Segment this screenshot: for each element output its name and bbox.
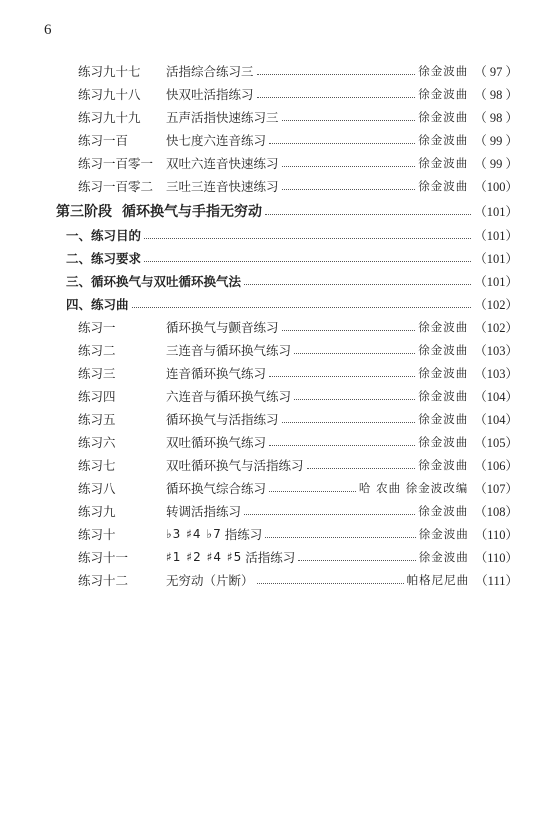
entry-title: 无穷动（片断）	[166, 573, 254, 588]
entry-page: （100）	[474, 180, 518, 194]
entry-page: （105）	[474, 436, 518, 450]
entry-composer: 徐金波曲	[418, 64, 469, 78]
leader-dots	[244, 514, 415, 515]
toc-entry[interactable]	[78, 386, 518, 406]
entry-page: （103）	[474, 344, 518, 358]
leader-dots	[298, 560, 415, 561]
leader-dots	[132, 307, 472, 308]
entry-title: 双吐循环换气与活指练习	[166, 458, 304, 473]
toc-entry[interactable]	[78, 317, 518, 337]
entry-page: （ 99 ）	[474, 157, 518, 171]
toc-entry[interactable]	[78, 176, 518, 196]
entry-label: 练习五	[78, 412, 116, 427]
entry-title: 连音循环换气练习	[166, 366, 267, 381]
entry-label: 练习十	[78, 527, 116, 542]
entry-label: 练习七	[78, 458, 116, 473]
entry-page: （ 99 ）	[474, 134, 518, 148]
entry-composer: 徐金波曲	[418, 527, 469, 541]
entry-label: 练习一	[78, 320, 116, 335]
entry-label: 练习十一	[78, 550, 129, 565]
leader-dots	[244, 284, 471, 285]
entry-composer: 徐金波曲	[418, 504, 469, 518]
leader-dots	[269, 445, 415, 446]
entry-title: 快七度六连音练习	[166, 133, 267, 148]
section-page: （101）	[474, 275, 518, 289]
entry-composer: 徐金波曲	[418, 156, 469, 170]
section-title: 四、练习曲	[66, 297, 129, 312]
toc-entry[interactable]	[78, 363, 518, 383]
leader-dots	[144, 261, 471, 262]
entry-composer: 徐金波曲	[418, 412, 469, 426]
entry-page: （107）	[474, 482, 518, 496]
toc-entry[interactable]	[78, 107, 518, 127]
entry-title: 指练习	[224, 527, 263, 542]
entry-composer: 徐金波曲	[418, 389, 469, 403]
stage-title: 循环换气与手指无穷动	[122, 204, 262, 220]
note-symbol: ♭3	[166, 527, 182, 541]
toc-entry[interactable]	[78, 501, 518, 521]
toc-entry[interactable]	[78, 130, 518, 150]
entry-title: 双吐循环换气练习	[166, 435, 267, 450]
leader-dots	[269, 143, 415, 144]
toc-entry[interactable]	[78, 340, 518, 360]
leader-dots	[294, 353, 415, 354]
entry-label: 练习二	[78, 343, 116, 358]
toc-entry[interactable]	[78, 524, 518, 544]
toc-entry[interactable]	[78, 547, 518, 567]
section-title: 三、循环换气与双吐循环换气法	[66, 274, 242, 289]
entry-label: 练习一百零二	[78, 179, 154, 194]
leader-dots	[282, 120, 416, 121]
entry-page: （ 97 ）	[474, 65, 518, 79]
section-title: 一、练习目的	[66, 228, 142, 243]
entry-page: （103）	[474, 367, 518, 381]
leader-dots	[257, 583, 404, 584]
stage-label: 第三阶段	[56, 204, 112, 220]
toc-entry[interactable]	[78, 409, 518, 429]
entry-composer: 徐金波曲	[418, 320, 469, 334]
leader-dots	[269, 491, 356, 492]
note-symbol: ♯4	[186, 527, 202, 541]
section-title: 二、练习要求	[66, 251, 142, 266]
leader-dots	[269, 376, 415, 377]
toc-entry[interactable]	[78, 61, 518, 81]
entry-title: 循环换气与颤音练习	[166, 320, 279, 335]
entry-page: （104）	[474, 413, 518, 427]
stage-page: （101）	[474, 205, 518, 219]
entry-composer: 徐金波曲	[418, 435, 469, 449]
leader-dots	[282, 189, 416, 190]
note-symbol: ♭7	[206, 527, 222, 541]
leader-dots	[265, 537, 415, 538]
entry-title: 三吐三连音快速练习	[166, 179, 279, 194]
entry-page: （110）	[474, 528, 518, 542]
note-symbols	[166, 550, 242, 564]
leader-dots	[144, 238, 471, 239]
entry-title: 循环换气与活指练习	[166, 412, 279, 427]
entry-composer: 徐金波曲	[418, 550, 469, 564]
entry-title: 快双吐活指练习	[166, 87, 254, 102]
entry-label: 练习十二	[78, 573, 129, 588]
entry-label: 练习三	[78, 366, 116, 381]
entry-label: 练习九十七	[78, 64, 141, 79]
leader-dots	[307, 468, 416, 469]
toc-section[interactable]	[66, 248, 518, 268]
entry-label: 练习六	[78, 435, 116, 450]
entry-title: 循环换气综合练习	[166, 481, 267, 496]
toc-entry[interactable]	[78, 478, 518, 498]
toc-entry[interactable]	[78, 455, 518, 475]
entry-label: 练习九十九	[78, 110, 141, 125]
leader-dots	[294, 399, 415, 400]
leader-dots	[257, 97, 416, 98]
note-symbol: ♯4	[206, 550, 223, 564]
entry-composer: 徐金波曲	[418, 179, 469, 193]
entry-page: （108）	[474, 505, 518, 519]
stage-heading[interactable]	[56, 200, 518, 222]
entry-page: （104）	[474, 390, 518, 404]
entry-label: 练习九	[78, 504, 116, 519]
leader-dots	[282, 166, 416, 167]
toc-entry[interactable]	[78, 153, 518, 173]
entry-label: 练习八	[78, 481, 116, 496]
note-symbol: ♯5	[226, 550, 243, 564]
entry-page: （111）	[475, 574, 518, 588]
entry-composer: 徐金波曲	[418, 133, 469, 147]
entry-composer: 徐金波曲	[418, 458, 469, 472]
entry-title: 三连音与循环换气练习	[166, 343, 292, 358]
leader-dots	[257, 74, 416, 75]
entry-page: （ 98 ）	[474, 111, 518, 125]
page-number: 6	[44, 22, 52, 38]
entry-title: 转调活指练习	[166, 504, 242, 519]
entry-label: 练习九十八	[78, 87, 141, 102]
note-symbols	[166, 527, 222, 541]
entry-composer: 哈 农曲 徐金波改编	[358, 481, 469, 495]
entry-composer: 徐金波曲	[418, 343, 469, 357]
entry-composer: 徐金波曲	[418, 87, 469, 101]
toc-entry[interactable]	[78, 432, 518, 452]
toc-entry[interactable]	[78, 84, 518, 104]
note-symbol: ♯2	[186, 550, 202, 564]
toc-section[interactable]	[66, 294, 518, 314]
entry-composer: 帕格尼尼曲	[406, 573, 470, 587]
entry-title: 活指练习	[245, 550, 296, 565]
entry-title: 五声活指快速练习三	[166, 110, 279, 125]
toc-entry[interactable]	[78, 570, 518, 590]
section-page: （102）	[474, 298, 518, 312]
entry-title: 双吐六连音快速练习	[166, 156, 279, 171]
entry-label: 练习一百	[78, 133, 129, 148]
entry-composer: 徐金波曲	[418, 110, 469, 124]
entry-composer: 徐金波曲	[418, 366, 469, 380]
entry-title: 活指综合练习三	[166, 64, 254, 79]
entry-label: 练习一百零一	[78, 156, 154, 171]
section-page: （101）	[474, 252, 518, 266]
toc-section[interactable]	[66, 225, 518, 245]
entry-page: （106）	[474, 459, 518, 473]
entry-label: 练习四	[78, 389, 116, 404]
leader-dots	[265, 214, 471, 215]
entry-page: （102）	[474, 321, 518, 335]
leader-dots	[282, 422, 416, 423]
toc-section[interactable]	[66, 271, 518, 291]
entry-page: （110）	[474, 551, 518, 565]
section-page: （101）	[474, 229, 518, 243]
entry-title: 六连音与循环换气练习	[166, 389, 292, 404]
leader-dots	[282, 330, 416, 331]
entry-page: （ 98 ）	[474, 88, 518, 102]
note-symbol: ♯1	[166, 550, 182, 564]
